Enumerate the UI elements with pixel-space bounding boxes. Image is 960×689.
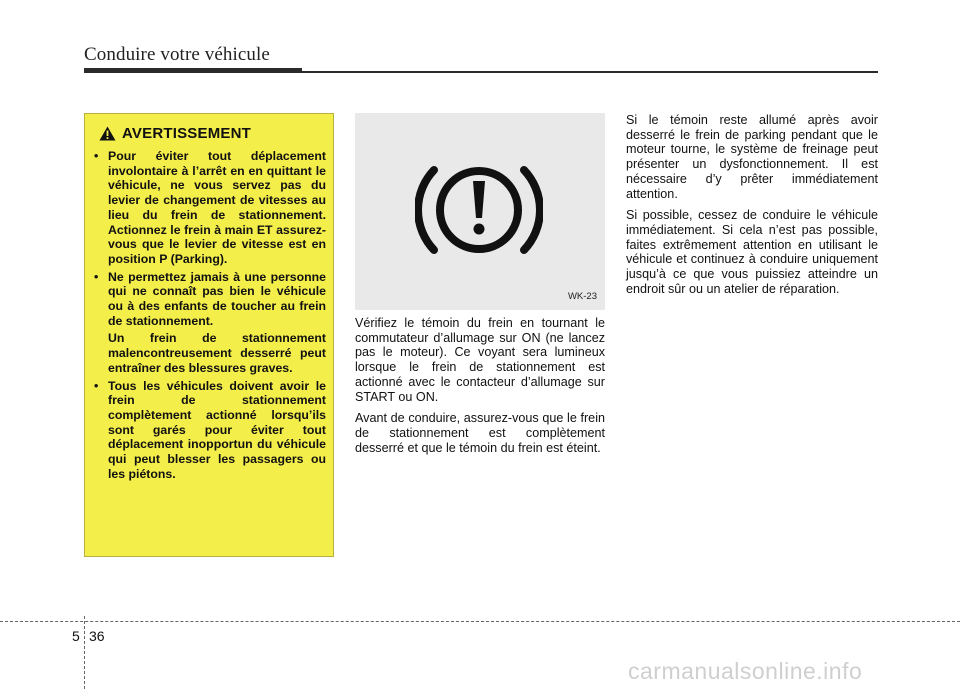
paragraph: Si possible, cessez de conduire le véhicule immédiatement. Si cela n’est pas possible, faites extrêmement attention en utilisant le véhicule et continuez à conduire uniquement jusqu’à ce que vous puissiez atteindre un endroit sûr ou un atelier de réparation. bbox=[626, 208, 878, 296]
warning-triangle-icon bbox=[99, 126, 116, 141]
bullet: • bbox=[94, 269, 99, 284]
warning-item bbox=[94, 149, 326, 267]
parking-brake-warning-icon bbox=[415, 155, 543, 265]
warning-item bbox=[94, 379, 326, 482]
header-rule-thin bbox=[302, 71, 878, 73]
warning-list bbox=[94, 149, 326, 484]
figure-box bbox=[355, 113, 605, 310]
figure-code: WK-23 bbox=[567, 291, 597, 302]
paragraph: Avant de conduire, assurez-vous que le frein de stationnement est complètement desserré et que le témoin du frein est éteint. bbox=[355, 411, 605, 455]
header-rule-thick bbox=[84, 68, 302, 73]
bullet: • bbox=[94, 149, 99, 163]
right-column bbox=[626, 113, 878, 303]
section-number: 5 bbox=[72, 628, 80, 644]
chapter-title: Conduire votre véhicule bbox=[84, 44, 270, 65]
paragraph: Vérifiez le témoin du frein en tournant le commutateur d’allumage sur ON (ne lancez pas le moteur). Ce voyant sera lumineux lorsque le frein de stationnement est actionné avec le contacteur d’allumage sur START ou ON. bbox=[355, 316, 605, 404]
middle-column bbox=[355, 316, 605, 462]
warning-item-text: Pour éviter tout déplacement involontaire à l’arrêt en en quittant le véhicule, ne vous servez pas du levier de changement de vitesses au lieu du frein de stationnement. Actionnez le frein à main ET assurez-vous que le levier de vitesse est en position P (Parking). bbox=[108, 149, 326, 266]
warning-title: AVERTISSEMENT bbox=[122, 125, 252, 142]
warning-header bbox=[99, 125, 251, 142]
watermark: carmanualsonline.info bbox=[628, 658, 863, 684]
warning-item-text: Ne permettez jamais à une personne qui ne connaît pas bien le véhicule ou à des enfants de toucher au frein de stationnement. bbox=[108, 269, 326, 328]
footer-horizontal-rule bbox=[0, 621, 960, 622]
page-number: 36 bbox=[89, 628, 105, 644]
warning-item bbox=[94, 270, 326, 329]
footer-vertical-rule bbox=[84, 616, 85, 689]
paragraph: Si le témoin reste allumé après avoir desserré le frein de parking pendant que le moteur tourne, le système de freinage peut présenter un dysfonctionnement. Il est nécessaire d’y prêter immédiatement attention. bbox=[626, 113, 878, 201]
warning-box bbox=[84, 113, 334, 557]
bullet: • bbox=[94, 378, 99, 393]
warning-item-text: Tous les véhicules doivent avoir le frein de stationnement complètement actionné lorsqu’ils sont garés pour éviter tout déplacement inopportun du véhicule qui peut blesser les passagers ou les piétons. bbox=[108, 378, 326, 481]
warning-subparagraph: Un frein de stationnement malencontreusement desserré peut entraîner des blessures graves. bbox=[108, 331, 326, 375]
